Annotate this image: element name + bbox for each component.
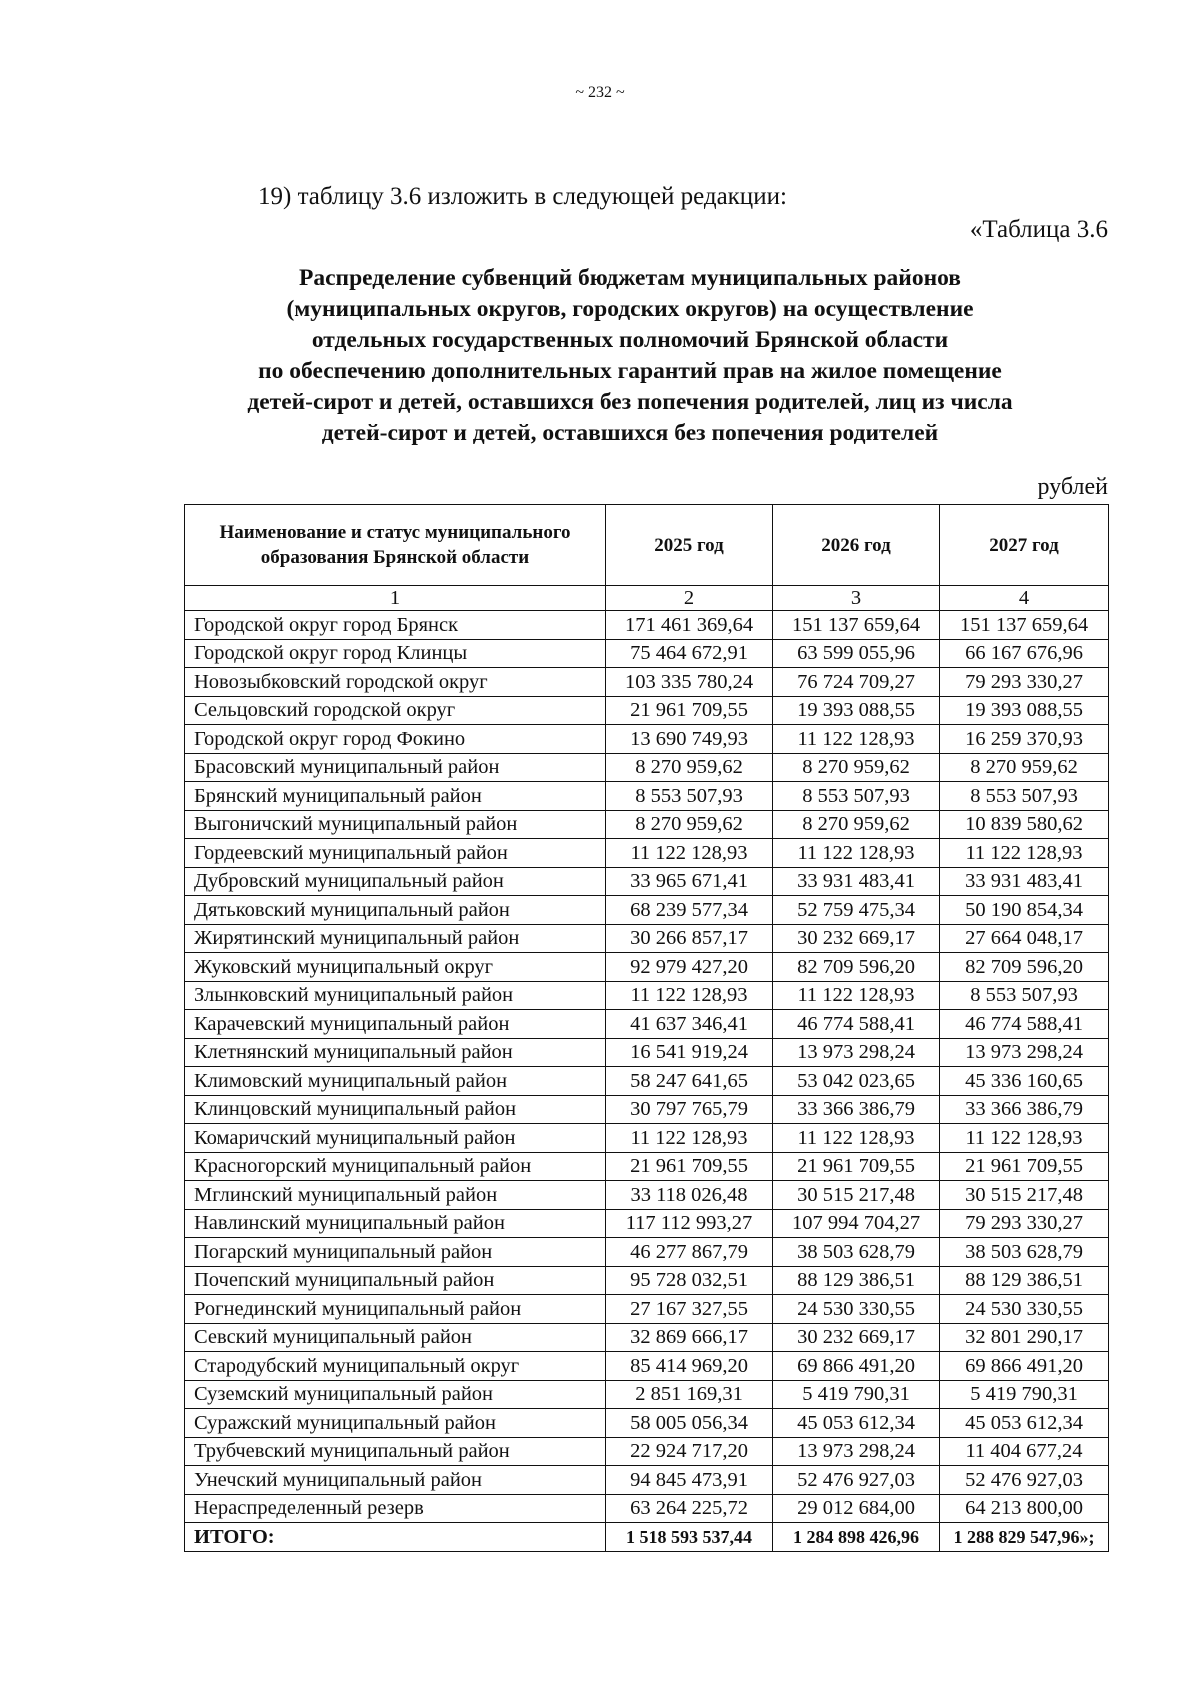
cell-value-2027: 27 664 048,17 — [940, 924, 1109, 953]
cell-value-2027: 8 553 507,93 — [940, 782, 1109, 811]
cell-name: Брянский муниципальный район — [185, 782, 606, 811]
cell-value-2026: 53 042 023,65 — [773, 1067, 940, 1096]
cell-value-2025: 11 122 128,93 — [606, 1124, 773, 1153]
cell-value-2025: 30 266 857,17 — [606, 924, 773, 953]
cell-value-2025: 8 270 959,62 — [606, 753, 773, 782]
cell-value-2025: 8 553 507,93 — [606, 782, 773, 811]
cell-value-2026: 46 774 588,41 — [773, 1010, 940, 1039]
cell-value-2026: 33 366 386,79 — [773, 1095, 940, 1124]
column-number: 3 — [773, 586, 940, 611]
cell-value-2026: 8 553 507,93 — [773, 782, 940, 811]
cell-value-2027: 8 553 507,93 — [940, 981, 1109, 1010]
column-number: 4 — [940, 586, 1109, 611]
cell-name: Дятьковский муниципальный район — [185, 896, 606, 925]
cell-value-2025: 11 122 128,93 — [606, 839, 773, 868]
cell-value-2025: 94 845 473,91 — [606, 1466, 773, 1495]
title-line: по обеспечению дополнительных гарантий прав на жилое помещение — [258, 358, 1002, 384]
title-line: (муниципальных округов, городских округов) на осуществление — [286, 296, 974, 322]
cell-value-2026: 29 012 684,00 — [773, 1494, 940, 1523]
cell-name: Злынковский муниципальный район — [185, 981, 606, 1010]
cell-value-2026: 24 530 330,55 — [773, 1295, 940, 1324]
title-line: детей-сирот и детей, оставшихся без попечения родителей, лиц из числа — [247, 389, 1013, 415]
table-row — [185, 1494, 1109, 1523]
cell-value-2027: 88 129 386,51 — [940, 1266, 1109, 1295]
header-year-2026: 2026 год — [773, 505, 940, 586]
cell-name: Нераспределенный резерв — [185, 1494, 606, 1523]
column-number: 2 — [606, 586, 773, 611]
cell-name: Выгоничский муниципальный район — [185, 810, 606, 839]
cell-value-2027: 45 053 612,34 — [940, 1409, 1109, 1438]
cell-value-2025: 92 979 427,20 — [606, 953, 773, 982]
cell-value-2025: 171 461 369,64 — [606, 611, 773, 640]
table-row — [185, 1323, 1109, 1352]
cell-name: Погарский муниципальный район — [185, 1238, 606, 1267]
cell-value-2025: 11 122 128,93 — [606, 981, 773, 1010]
cell-name: Унечский муниципальный район — [185, 1466, 606, 1495]
cell-value-2026: 30 515 217,48 — [773, 1181, 940, 1210]
cell-name: Суражский муниципальный район — [185, 1409, 606, 1438]
table-row — [185, 1067, 1109, 1096]
cell-name: Брасовский муниципальный район — [185, 753, 606, 782]
table-row — [185, 1152, 1109, 1181]
title-line: Распределение субвенций бюджетам муниципальных районов — [299, 265, 961, 291]
cell-name: Городской округ город Брянск — [185, 611, 606, 640]
table-row — [185, 953, 1109, 982]
column-number-row — [185, 586, 1109, 611]
cell-value-2027: 52 476 927,03 — [940, 1466, 1109, 1495]
cell-value-2025: 68 239 577,34 — [606, 896, 773, 925]
cell-value-2027: 64 213 800,00 — [940, 1494, 1109, 1523]
cell-name: Клетнянский муниципальный район — [185, 1038, 606, 1067]
table-row — [185, 782, 1109, 811]
table-row — [185, 1181, 1109, 1210]
table-row — [185, 1466, 1109, 1495]
cell-value-2027: 79 293 330,27 — [940, 668, 1109, 697]
table-row — [185, 1437, 1109, 1466]
cell-value-2027: 69 866 491,20 — [940, 1352, 1109, 1381]
cell-value-2026: 11 122 128,93 — [773, 981, 940, 1010]
cell-value-2026: 107 994 704,27 — [773, 1209, 940, 1238]
table-row — [185, 1266, 1109, 1295]
cell-value-2025: 2 851 169,31 — [606, 1380, 773, 1409]
cell-value-2025: 22 924 717,20 — [606, 1437, 773, 1466]
table-row — [185, 753, 1109, 782]
table-row — [185, 639, 1109, 668]
cell-name: Гордеевский муниципальный район — [185, 839, 606, 868]
cell-value-2025: 85 414 969,20 — [606, 1352, 773, 1381]
cell-name: Навлинский муниципальный район — [185, 1209, 606, 1238]
cell-value-2027: 79 293 330,27 — [940, 1209, 1109, 1238]
cell-value-2026: 11 122 128,93 — [773, 839, 940, 868]
cell-value-2026: 19 393 088,55 — [773, 696, 940, 725]
cell-value-2025: 46 277 867,79 — [606, 1238, 773, 1267]
cell-value-2025: 63 264 225,72 — [606, 1494, 773, 1523]
document-title — [150, 263, 1110, 449]
cell-value-2026: 21 961 709,55 — [773, 1152, 940, 1181]
cell-value-2026: 38 503 628,79 — [773, 1238, 940, 1267]
table-row — [185, 611, 1109, 640]
cell-value-2027: 46 774 588,41 — [940, 1010, 1109, 1039]
intro-text: 19) таблицу 3.6 изложить в следующей редакции: — [258, 183, 787, 210]
cell-value-2025: 117 112 993,27 — [606, 1209, 773, 1238]
cell-value-2025: 1 518 593 537,44 — [606, 1523, 773, 1552]
table-row — [185, 725, 1109, 754]
cell-value-2027: 45 336 160,65 — [940, 1067, 1109, 1096]
cell-value-2026: 30 232 669,17 — [773, 1323, 940, 1352]
table-row — [185, 1209, 1109, 1238]
cell-value-2026: 69 866 491,20 — [773, 1352, 940, 1381]
table-row — [185, 1095, 1109, 1124]
units-label: рублей — [1037, 474, 1108, 500]
cell-value-2026: 63 599 055,96 — [773, 639, 940, 668]
cell-value-2027: 38 503 628,79 — [940, 1238, 1109, 1267]
cell-value-2025: 8 270 959,62 — [606, 810, 773, 839]
table-row — [185, 668, 1109, 697]
cell-name: Городской округ город Клинцы — [185, 639, 606, 668]
cell-value-2027: 1 288 829 547,96»; — [940, 1523, 1109, 1552]
cell-value-2027: 82 709 596,20 — [940, 953, 1109, 982]
header-year-2025: 2025 год — [606, 505, 773, 586]
cell-value-2025: 33 965 671,41 — [606, 867, 773, 896]
cell-name: Жуковский муниципальный округ — [185, 953, 606, 982]
cell-value-2027: 30 515 217,48 — [940, 1181, 1109, 1210]
table-row — [185, 1295, 1109, 1324]
total-row — [185, 1523, 1109, 1552]
cell-value-2027: 21 961 709,55 — [940, 1152, 1109, 1181]
cell-value-2026: 1 284 898 426,96 — [773, 1523, 940, 1552]
cell-name: Трубчевский муниципальный район — [185, 1437, 606, 1466]
cell-value-2026: 8 270 959,62 — [773, 810, 940, 839]
cell-value-2026: 11 122 128,93 — [773, 725, 940, 754]
cell-name: Комаричский муниципальный район — [185, 1124, 606, 1153]
cell-value-2027: 33 366 386,79 — [940, 1095, 1109, 1124]
cell-value-2026: 30 232 669,17 — [773, 924, 940, 953]
cell-value-2026: 52 476 927,03 — [773, 1466, 940, 1495]
cell-name: Климовский муниципальный район — [185, 1067, 606, 1096]
cell-name: Жирятинский муниципальный район — [185, 924, 606, 953]
cell-value-2027: 11 404 677,24 — [940, 1437, 1109, 1466]
cell-value-2026: 13 973 298,24 — [773, 1437, 940, 1466]
cell-value-2025: 41 637 346,41 — [606, 1010, 773, 1039]
cell-value-2025: 32 869 666,17 — [606, 1323, 773, 1352]
cell-value-2027: 66 167 676,96 — [940, 639, 1109, 668]
cell-value-2027: 151 137 659,64 — [940, 611, 1109, 640]
cell-value-2026: 13 973 298,24 — [773, 1038, 940, 1067]
cell-value-2025: 21 961 709,55 — [606, 1152, 773, 1181]
cell-value-2026: 33 931 483,41 — [773, 867, 940, 896]
cell-value-2026: 82 709 596,20 — [773, 953, 940, 982]
cell-value-2027: 10 839 580,62 — [940, 810, 1109, 839]
cell-value-2025: 21 961 709,55 — [606, 696, 773, 725]
table-row — [185, 1038, 1109, 1067]
cell-name: Севский муниципальный район — [185, 1323, 606, 1352]
cell-value-2027: 19 393 088,55 — [940, 696, 1109, 725]
cell-value-2025: 75 464 672,91 — [606, 639, 773, 668]
cell-name: Городской округ город Фокино — [185, 725, 606, 754]
column-number: 1 — [185, 586, 606, 611]
cell-value-2027: 11 122 128,93 — [940, 839, 1109, 868]
cell-value-2027: 24 530 330,55 — [940, 1295, 1109, 1324]
cell-value-2025: 58 005 056,34 — [606, 1409, 773, 1438]
cell-value-2027: 16 259 370,93 — [940, 725, 1109, 754]
table-row — [185, 1352, 1109, 1381]
page-number: ~ 232 ~ — [575, 84, 625, 101]
cell-name: Карачевский муниципальный район — [185, 1010, 606, 1039]
cell-value-2025: 16 541 919,24 — [606, 1038, 773, 1067]
table-row — [185, 1010, 1109, 1039]
cell-value-2026: 76 724 709,27 — [773, 668, 940, 697]
cell-value-2027: 8 270 959,62 — [940, 753, 1109, 782]
table-reference: «Таблица 3.6 — [969, 216, 1108, 243]
cell-value-2027: 13 973 298,24 — [940, 1038, 1109, 1067]
cell-value-2026: 88 129 386,51 — [773, 1266, 940, 1295]
cell-value-2025: 13 690 749,93 — [606, 725, 773, 754]
table-row — [185, 810, 1109, 839]
cell-name: Мглинский муниципальный район — [185, 1181, 606, 1210]
cell-value-2025: 58 247 641,65 — [606, 1067, 773, 1096]
cell-value-2025: 103 335 780,24 — [606, 668, 773, 697]
table-row — [185, 924, 1109, 953]
cell-name: Дубровский муниципальный район — [185, 867, 606, 896]
cell-name: Сельцовский городской округ — [185, 696, 606, 725]
cell-value-2025: 95 728 032,51 — [606, 1266, 773, 1295]
cell-name: Новозыбковский городской округ — [185, 668, 606, 697]
cell-value-2025: 30 797 765,79 — [606, 1095, 773, 1124]
cell-name: Рогнединский муниципальный район — [185, 1295, 606, 1324]
table-row — [185, 696, 1109, 725]
cell-value-2026: 45 053 612,34 — [773, 1409, 940, 1438]
cell-name: Стародубский муниципальный округ — [185, 1352, 606, 1381]
table-row — [185, 1409, 1109, 1438]
cell-value-2027: 32 801 290,17 — [940, 1323, 1109, 1352]
table-row — [185, 896, 1109, 925]
cell-value-2027: 33 931 483,41 — [940, 867, 1109, 896]
cell-value-2025: 33 118 026,48 — [606, 1181, 773, 1210]
table-row — [185, 1124, 1109, 1153]
cell-value-2026: 151 137 659,64 — [773, 611, 940, 640]
header-year-2027: 2027 год — [940, 505, 1109, 586]
cell-name: Клинцовский муниципальный район — [185, 1095, 606, 1124]
title-line: отдельных государственных полномочий Брянской области — [311, 327, 949, 353]
cell-name: Красногорский муниципальный район — [185, 1152, 606, 1181]
cell-name: Почепский муниципальный район — [185, 1266, 606, 1295]
subvention-table — [184, 504, 1109, 1552]
cell-value-2027: 11 122 128,93 — [940, 1124, 1109, 1153]
title-line: детей-сирот и детей, оставшихся без попечения родителей — [321, 420, 939, 446]
cell-name: ИТОГО: — [185, 1523, 606, 1552]
cell-value-2027: 50 190 854,34 — [940, 896, 1109, 925]
table-row — [185, 1380, 1109, 1409]
header-row — [185, 505, 1109, 586]
table-row — [185, 867, 1109, 896]
table-row — [185, 981, 1109, 1010]
cell-value-2026: 52 759 475,34 — [773, 896, 940, 925]
header-municipality: Наименование и статус муниципального образования Брянской области — [185, 505, 606, 586]
table-row — [185, 839, 1109, 868]
cell-value-2027: 5 419 790,31 — [940, 1380, 1109, 1409]
cell-value-2026: 5 419 790,31 — [773, 1380, 940, 1409]
cell-name: Суземский муниципальный район — [185, 1380, 606, 1409]
cell-value-2025: 27 167 327,55 — [606, 1295, 773, 1324]
cell-value-2026: 11 122 128,93 — [773, 1124, 940, 1153]
cell-value-2026: 8 270 959,62 — [773, 753, 940, 782]
table-row — [185, 1238, 1109, 1267]
